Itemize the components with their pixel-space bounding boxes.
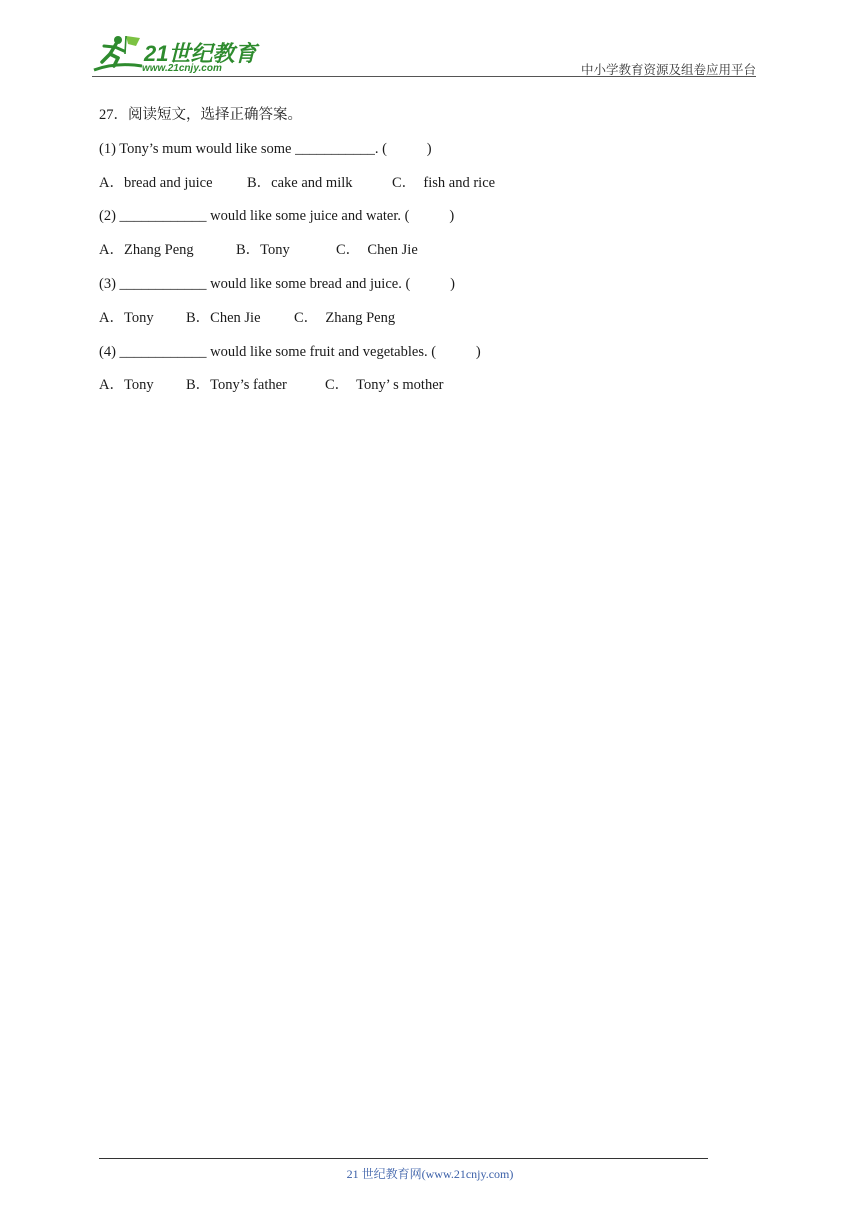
option-a[interactable]: A．Tony bbox=[99, 377, 154, 394]
question-title: 27．阅读短文，选择正确答案。 bbox=[99, 107, 302, 123]
logo-url: www.21cnjy.com bbox=[142, 63, 222, 74]
option-b[interactable]: B．cake and milk bbox=[247, 174, 353, 191]
footer-link[interactable]: 21 世纪教育网(www.21cnjy.com) bbox=[346, 1167, 514, 1181]
option-a[interactable]: A．Zhang Peng bbox=[99, 242, 194, 259]
option-b[interactable]: B．Tony’s father bbox=[186, 377, 287, 394]
site-logo bbox=[92, 32, 262, 74]
option-a[interactable]: A．Tony bbox=[99, 309, 154, 326]
options-row-3 bbox=[99, 307, 719, 341]
logo-title: 21世纪教育 bbox=[144, 41, 257, 66]
runner-logo-icon bbox=[92, 32, 144, 76]
option-b[interactable]: B．Tony bbox=[236, 242, 290, 259]
question-stem-3: (3) ____________ would like some bread and juice. ( ) bbox=[99, 275, 455, 292]
options-row-2 bbox=[99, 239, 719, 273]
options-row-4 bbox=[99, 374, 719, 408]
option-a[interactable]: A．bread and juice bbox=[99, 174, 213, 191]
option-c[interactable]: C． Chen Jie bbox=[336, 242, 418, 259]
option-c[interactable]: C． Zhang Peng bbox=[294, 309, 396, 326]
option-c[interactable]: C． Tony’ s mother bbox=[325, 377, 444, 394]
question-stem-1: (1) Tony’s mum would like some ___________. ( ) bbox=[99, 140, 432, 157]
platform-title: 中小学教育资源及组卷应用平台 bbox=[580, 63, 756, 77]
question-block bbox=[99, 104, 719, 408]
options-row-1 bbox=[99, 172, 719, 206]
option-b[interactable]: B．Chen Jie bbox=[186, 309, 261, 326]
option-c[interactable]: C． fish and rice bbox=[392, 174, 496, 191]
question-stem-4: (4) ____________ would like some fruit and vegetables. ( ) bbox=[99, 343, 481, 360]
page-header bbox=[92, 28, 756, 78]
header-divider bbox=[92, 76, 756, 77]
question-stem-2: (2) ____________ would like some juice and water. ( ) bbox=[99, 208, 455, 225]
footer-divider bbox=[99, 1158, 708, 1159]
